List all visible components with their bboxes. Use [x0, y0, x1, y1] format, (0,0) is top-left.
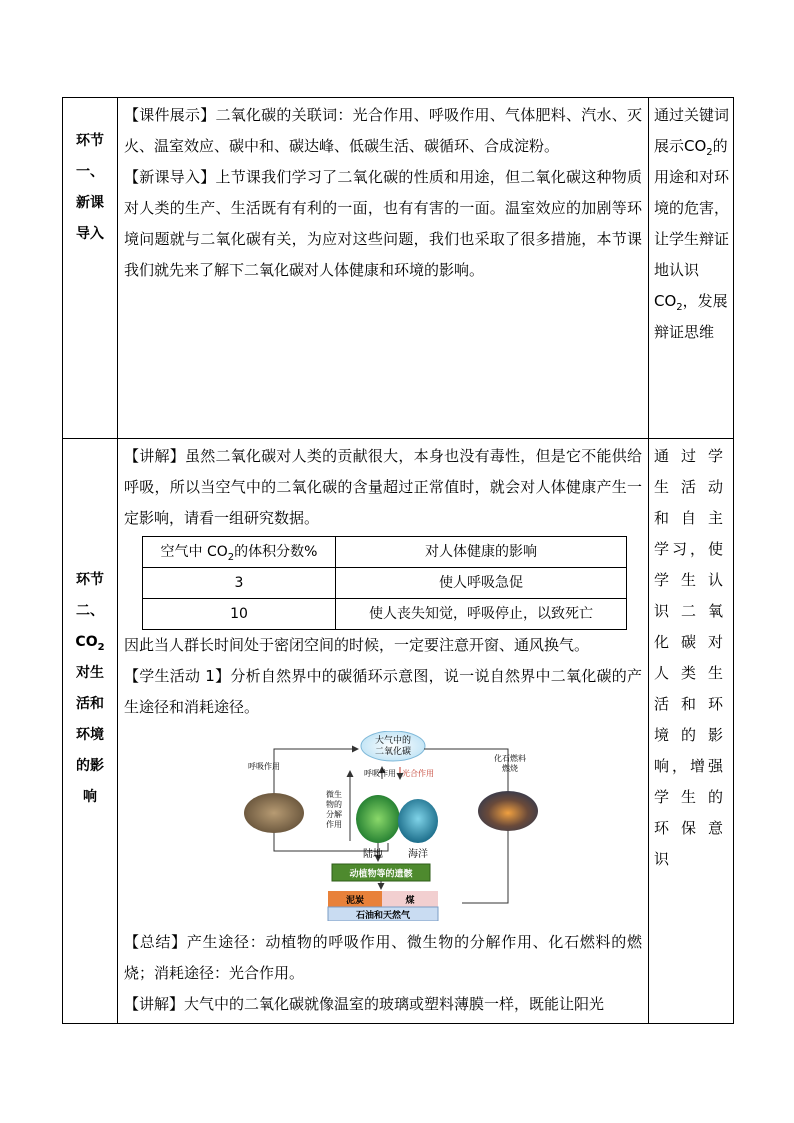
oil-gas-label: 石油和天然气 — [355, 911, 411, 921]
after-table-paragraph: 因此当人群长时间处于密闭空间的时候，一定要注意开窗、通风换气。 — [124, 636, 590, 654]
svg-text:作用: 作用 — [326, 820, 342, 829]
table-header-cell: 对人体健康的影响 — [336, 537, 627, 568]
table-cell: 使人呼吸急促 — [336, 568, 627, 599]
courseware-text: 二氧化碳的关联词：光合作用、呼吸作用、气体肥料、汽水、灭火、温室效应、碳中和、碳达峰、低碳生活、碳循环、合成淀粉。 — [124, 106, 642, 155]
photosynthesis-label: 光合作用 — [402, 769, 434, 778]
intro-paragraph — [124, 162, 642, 286]
stage1-title-line: 一、 — [76, 164, 104, 180]
stage1-title-line: 导入 — [76, 226, 104, 242]
stage1-content-cell — [118, 98, 649, 439]
fossil-label: 化石燃料 — [494, 754, 526, 763]
stage2-row — [63, 439, 734, 1024]
atmosphere-label: 二氧化碳 — [374, 747, 412, 757]
stage1-title — [63, 98, 117, 250]
table-row — [143, 599, 627, 630]
remains-label: 动植物等的遗骸 — [349, 869, 413, 880]
stage1-note: 通过关键词展示$CO_2$的用途和对环境的危害，让学生辩证地认识$CO_2$，发展辩证思维 — [654, 106, 730, 341]
stage2-note: 通过学 生活动 和自主 学习，使 学生认 识二氧 化碳对 人类生 活和环 境的影 响，增强 学生的 环保意 识 — [654, 447, 723, 868]
ocean-label: 海洋 — [408, 849, 428, 860]
explain2-paragraph: 【讲解】大气中的二氧化碳就像温室的玻璃或塑料薄膜一样，既能让阳光 — [124, 995, 605, 1013]
lesson-plan-table — [62, 97, 734, 1024]
peat-label: 泥炭 — [345, 896, 365, 906]
co2-health-table — [142, 536, 627, 630]
soil-organism-image — [244, 793, 304, 833]
respiration-mid-label: 呼吸作用 — [364, 769, 396, 778]
summary-paragraph: 【总结】产生途径：动植物的呼吸作用、微生物的分解作用、化石燃料的燃烧；消耗途径：光合作用。 — [124, 933, 642, 982]
microbe-label: 微生 — [326, 790, 342, 799]
activity-paragraph: 【学生活动 1】分析自然界中的碳循环示意图，说一说自然界中二氧化碳的产生途径和消耗途径。 — [124, 667, 642, 716]
stage1-title-line: 环节 — [76, 133, 104, 149]
stage2-note-cell — [649, 439, 734, 1024]
stage1-title-line: 新课 — [76, 195, 104, 211]
intro-tag: 【新课导入】 — [124, 168, 216, 186]
land-label: 陆地 — [363, 849, 383, 860]
coal-label: 煤 — [405, 896, 415, 906]
svg-text:分解: 分解 — [326, 810, 342, 819]
fossil-label: 燃烧 — [502, 764, 518, 773]
stage1-row — [63, 98, 734, 439]
stage1-title-cell — [63, 98, 118, 439]
courseware-tag: 【课件展示】 — [124, 106, 216, 124]
svg-text:物的: 物的 — [326, 800, 342, 809]
table-header-cell: 空气中 $CO_2$的体积分数% — [143, 537, 336, 568]
stage1-note-cell — [649, 98, 734, 439]
table-cell: 3 — [143, 568, 336, 599]
respiration-label: 呼吸作用 — [248, 762, 280, 771]
table-cell: 10 — [143, 599, 336, 630]
atmosphere-label: 大气中的 — [374, 736, 412, 746]
forest-image — [356, 795, 400, 843]
courseware-paragraph — [124, 100, 642, 162]
explain-paragraph: 【讲解】虽然二氧化碳对人类的贡献很大，本身也没有毒性，但是它不能供给呼吸，所以当空气中的二氧化碳的含量超过正常值时，就会对人体健康产生一定影响，请看一组研究数据。 — [124, 447, 642, 527]
fossil-fire-image — [478, 791, 538, 831]
carbon-cycle-diagram — [238, 731, 538, 921]
table-row — [143, 568, 627, 599]
table-header-row — [143, 537, 627, 568]
stage2-title: 环节 二、 $CO_2$ 对生 活和 环境 的影 响 — [75, 572, 105, 805]
stage2-title-cell — [63, 439, 118, 1024]
ocean-image — [398, 799, 438, 843]
stage2-content-cell — [118, 439, 649, 1024]
table-cell: 使人丧失知觉，呼吸停止，以致死亡 — [336, 599, 627, 630]
intro-text: 上节课我们学习了二氧化碳的性质和用途，但二氧化碳这种物质对人类的生产、生活既有有利的一面，也有有害的一面。温室效应的加剧等环境问题就与二氧化碳有关，为应对这些问题，我们也采取了很多措施，本节课我们就先来了解下二氧化碳对人体健康和环境的影响。 — [124, 168, 642, 279]
